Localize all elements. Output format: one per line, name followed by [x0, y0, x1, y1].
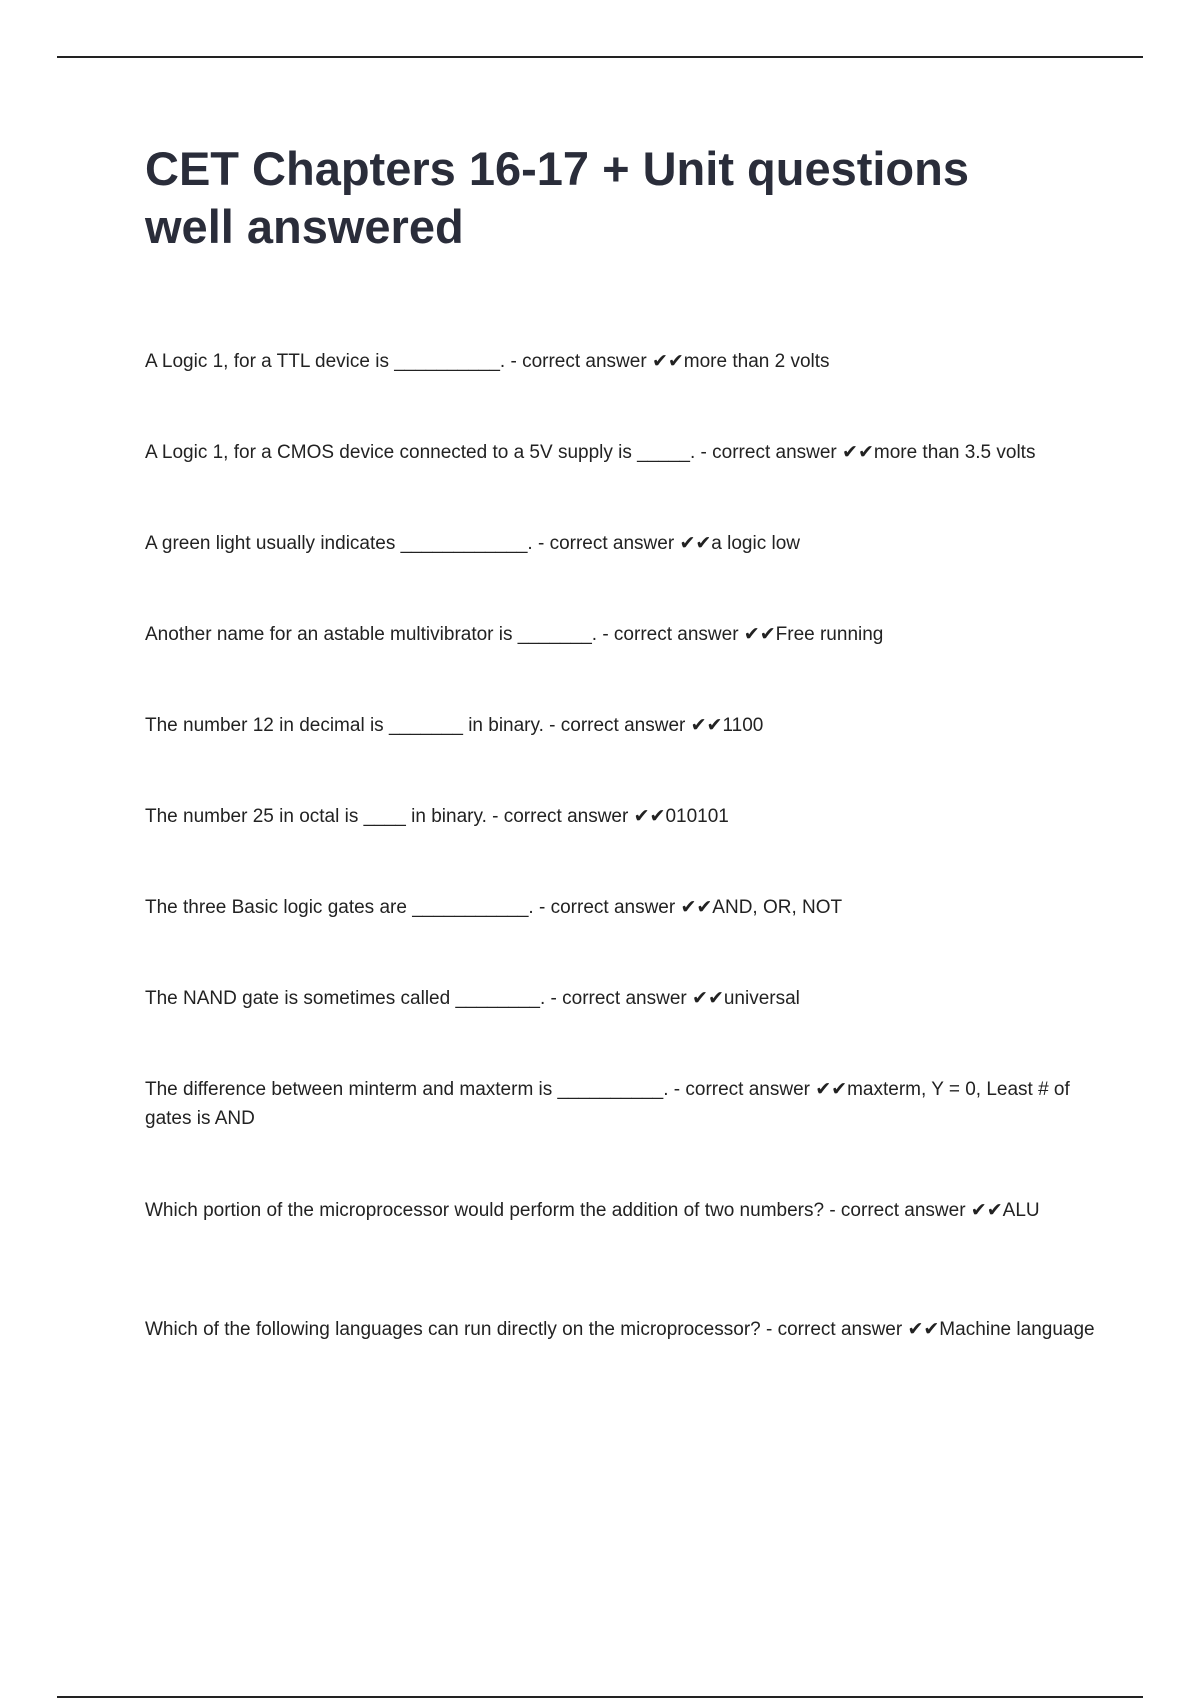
qa-item: The NAND gate is sometimes called ________. - correct answer ✔✔universal	[145, 988, 800, 1009]
bottom-rule	[57, 1696, 1143, 1698]
qa-item: Another name for an astable multivibrator is _______. - correct answer ✔✔Free running	[145, 624, 884, 645]
qa-item: The number 12 in decimal is _______ in binary. - correct answer ✔✔1100	[145, 715, 764, 736]
document-title: CET Chapters 16-17 + Unit questions well answered	[145, 142, 969, 253]
qa-item: Which portion of the microprocessor would perform the addition of two numbers? - correct answer ✔✔ALU	[145, 1200, 1040, 1221]
qa-item: A Logic 1, for a CMOS device connected to a 5V supply is _____. - correct answer ✔✔more than 3.5 volts	[145, 442, 1036, 463]
qa-item: The three Basic logic gates are ___________. - correct answer ✔✔AND, OR, NOT	[145, 897, 843, 918]
qa-item: The number 25 in octal is ____ in binary. - correct answer ✔✔010101	[145, 806, 729, 827]
qa-item: A green light usually indicates ____________. - correct answer ✔✔a logic low	[145, 533, 800, 554]
top-rule	[57, 56, 1143, 58]
qa-item: Which of the following languages can run directly on the microprocessor? - correct answer ✔✔Machine language	[145, 1319, 1095, 1340]
document-header	[145, 140, 1095, 256]
qa-item: A Logic 1, for a TTL device is __________. - correct answer ✔✔more than 2 volts	[145, 351, 830, 372]
qa-item: The difference between minterm and maxterm is __________. - correct answer ✔✔maxterm, Y = 0, Least # of gates is AND	[145, 1079, 1070, 1129]
